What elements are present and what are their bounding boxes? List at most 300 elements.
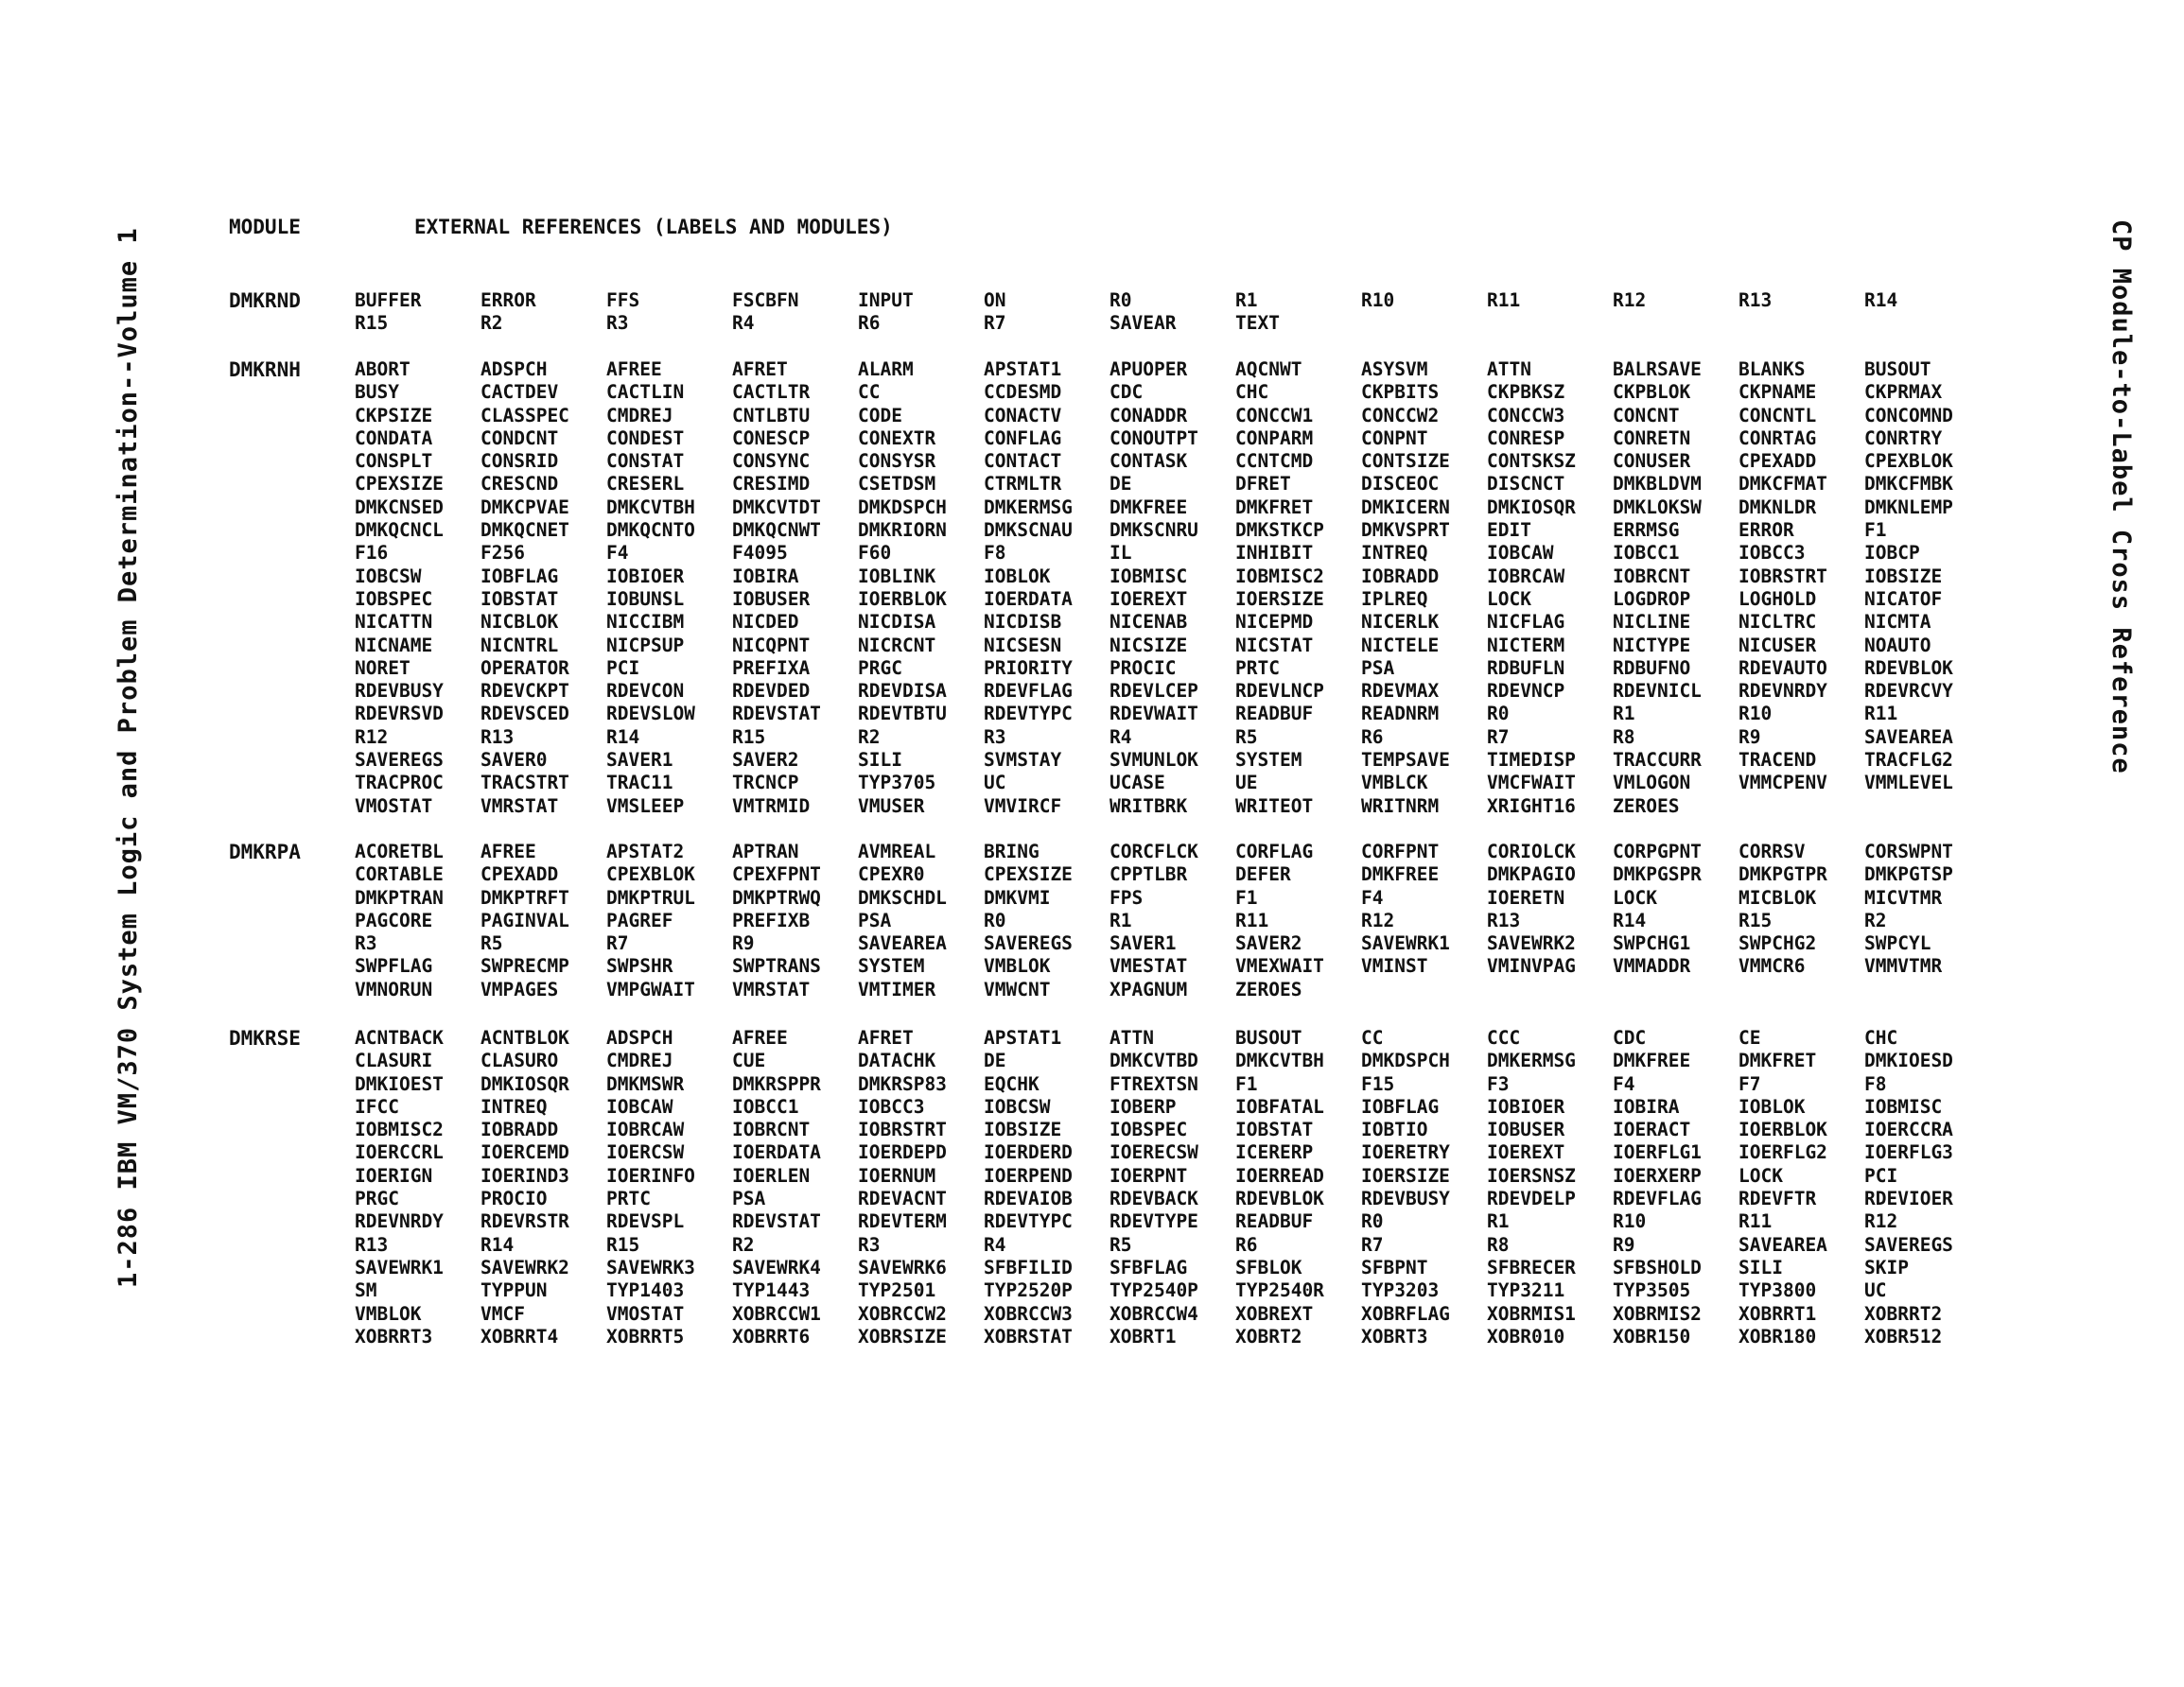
label-cell: VMTRMID — [732, 794, 811, 817]
label-cell: VMOSTAT — [355, 794, 433, 817]
label-cell: UE — [1235, 772, 1258, 794]
label-cell: SWPCYL — [1864, 932, 1931, 955]
label-cell: UC — [1864, 1279, 1887, 1302]
label-cell: IOBMISC — [1109, 565, 1188, 587]
label-cell: CORPGPNT — [1613, 841, 1702, 862]
label-cell: NICTERM — [1487, 634, 1565, 656]
label-cell: RDBUFLN — [1487, 656, 1565, 679]
label-cell: XOBRCCW2 — [858, 1302, 947, 1325]
label-cell: CNTLBTU — [732, 404, 811, 426]
label-cell: DMKPAGIO — [1487, 863, 1576, 886]
label-cell: NICFLAG — [1487, 611, 1565, 634]
label-cell: IOERECSW — [1109, 1141, 1198, 1164]
label-cell: F256 — [480, 542, 525, 565]
label-cell: RDEVBLOK — [1864, 656, 1953, 679]
label-cell: CONCNTL — [1738, 404, 1817, 426]
label-cell: SFBRECER — [1487, 1256, 1576, 1278]
label-cell: R13 — [1738, 289, 1773, 311]
label-cell: CE — [1738, 1027, 1761, 1049]
label-cell: F15 — [1361, 1072, 1395, 1095]
label-cell: TYP1403 — [606, 1279, 685, 1302]
label-cell: R8 — [1487, 1233, 1510, 1256]
label-cell: XOBRT1 — [1109, 1325, 1177, 1348]
label-cell: NICSIZE — [1109, 634, 1188, 656]
label-cell: SWPCHG1 — [1613, 932, 1691, 955]
label-cell: R3 — [606, 312, 629, 335]
label-cell: VMVIRCF — [984, 794, 1062, 817]
label-cell: VMMLEVEL — [1864, 772, 1953, 794]
label-cell: CONDCNT — [480, 426, 559, 449]
label-cell: LOCK — [1487, 587, 1531, 610]
label-cell: DMKIOESD — [1864, 1050, 1953, 1072]
label-cell: DMKCVTDT — [732, 496, 821, 518]
label-cell: RDBUFNO — [1613, 656, 1691, 679]
label-cell: SAVEWRK2 — [480, 1256, 569, 1278]
label-cell: CKPBITS — [1361, 381, 1440, 404]
label-cell: RDEVRCVY — [1864, 680, 1953, 703]
label-cell: CDC — [1109, 381, 1144, 404]
label-cell: CONESCP — [732, 426, 811, 449]
label-grid — [355, 289, 1990, 336]
label-cell: AFREE — [480, 841, 536, 862]
label-cell: RDEVFLAG — [1613, 1188, 1702, 1210]
label-cell: DMKQCNET — [480, 519, 569, 542]
label-cell: CKPBLOK — [1613, 381, 1691, 404]
label-cell: CCDESMD — [984, 381, 1062, 404]
label-cell: RDEVSCED — [480, 703, 569, 725]
label-cell: DMKPGSPR — [1613, 863, 1702, 886]
label-cell: ACNTBACK — [355, 1027, 444, 1049]
references-column-header: EXTERNAL REFERENCES (LABELS AND MODULES) — [414, 216, 893, 238]
label-cell: SAVEAR — [1109, 312, 1177, 335]
label-cell: IOBCC3 — [1738, 542, 1806, 565]
label-cell: SAVEAREA — [1738, 1233, 1827, 1256]
label-cell: R15 — [355, 312, 389, 335]
label-cell: R13 — [355, 1233, 389, 1256]
label-cell: NICSESN — [984, 634, 1062, 656]
label-cell: SVMUNLOK — [1109, 749, 1198, 772]
label-cell: TRACFLG2 — [1864, 749, 1953, 772]
label-cell: CORSWPNT — [1864, 841, 1953, 862]
label-cell: CC — [1361, 1027, 1384, 1049]
label-cell: RDEVNRDY — [355, 1210, 444, 1233]
label-cell: DMKPGTPR — [1738, 863, 1827, 886]
label-cell: BUSY — [355, 381, 399, 404]
label-cell: IOBLOK — [984, 565, 1051, 587]
label-cell: IOBCAW — [606, 1095, 673, 1118]
label-cell: IOERFLG2 — [1738, 1141, 1827, 1164]
label-cell: R7 — [1487, 725, 1510, 748]
label-cell: TYP2540R — [1235, 1279, 1324, 1302]
label-cell: READBUF — [1235, 703, 1314, 725]
label-cell: IOBUNSL — [606, 587, 685, 610]
label-cell: CONTACT — [984, 450, 1062, 473]
label-cell: FTREXTSN — [1109, 1072, 1198, 1095]
label-cell: XOBRRT3 — [355, 1325, 433, 1348]
label-cell: DMKQCNWT — [732, 519, 821, 542]
label-cell: ERROR — [480, 289, 536, 311]
label-cell: SAVER2 — [732, 749, 799, 772]
label-cell: INTREQ — [1361, 542, 1428, 565]
label-cell: XOBRFLAG — [1361, 1302, 1450, 1325]
label-cell: RDEVDED — [732, 680, 811, 703]
label-cell: IOERSNSZ — [1487, 1164, 1576, 1187]
label-cell: XOBRRT6 — [732, 1325, 811, 1348]
label-cell: CONOUTPT — [1109, 426, 1198, 449]
label-cell: CCNTCMD — [1235, 450, 1314, 473]
label-cell: DMKPTRWQ — [732, 886, 821, 909]
label-cell: CRESERL — [606, 473, 685, 496]
label-cell: NICBLOK — [480, 611, 559, 634]
label-cell: IOBERP — [1109, 1095, 1177, 1118]
label-cell: IOBCSW — [984, 1095, 1051, 1118]
label-cell: PCI — [1864, 1164, 1898, 1187]
label-cell: R4 — [984, 1233, 1006, 1256]
label-cell: RDEVCON — [606, 680, 685, 703]
label-cell: DMKFRET — [1235, 496, 1314, 518]
label-cell: NICDED — [732, 611, 799, 634]
label-cell: R12 — [355, 725, 389, 748]
label-cell: TYP2540P — [1109, 1279, 1198, 1302]
label-cell: XRIGHT16 — [1487, 794, 1576, 817]
label-cell: VMBLCK — [1361, 772, 1428, 794]
label-cell: DMKMSWR — [606, 1072, 685, 1095]
label-cell: SFBFILID — [984, 1256, 1073, 1278]
label-cell: RDEVBLOK — [1235, 1188, 1324, 1210]
label-cell: READNRM — [1361, 703, 1440, 725]
label-cell: CONPARM — [1235, 426, 1314, 449]
label-cell: VMMVTMR — [1864, 955, 1943, 978]
label-cell: IOERDERD — [984, 1141, 1073, 1164]
label-cell: IOBSPEC — [355, 587, 433, 610]
label-cell: IOERCEMD — [480, 1141, 569, 1164]
label-cell: XOBRT3 — [1361, 1325, 1428, 1348]
label-cell: FSCBFN — [732, 289, 799, 311]
label-cell: EDIT — [1487, 519, 1531, 542]
label-cell: XOBRRT4 — [480, 1325, 559, 1348]
label-cell: IOERREAD — [1235, 1164, 1324, 1187]
label-cell: IOEREXT — [1487, 1141, 1565, 1164]
label-cell: SKIP — [1864, 1256, 1909, 1278]
label-cell: CONSYSR — [858, 450, 936, 473]
label-cell: VMPAGES — [480, 978, 559, 1000]
label-cell: NICMTA — [1864, 611, 1931, 634]
label-cell: DMKSCNAU — [984, 519, 1073, 542]
label-cell: TYP3203 — [1361, 1279, 1440, 1302]
label-cell: TYPPUN — [480, 1279, 548, 1302]
label-cell: R2 — [858, 725, 881, 748]
label-cell: IOBRSTRT — [858, 1119, 947, 1141]
label-cell: R12 — [1613, 289, 1647, 311]
label-cell: SWPRECMP — [480, 955, 569, 978]
label-cell: CONRETN — [1613, 426, 1691, 449]
label-cell: R9 — [732, 932, 755, 955]
label-cell: IOERETN — [1487, 886, 1565, 909]
label-cell: SFBPNT — [1361, 1256, 1428, 1278]
label-cell: R15 — [606, 1233, 640, 1256]
label-cell: DMKFREE — [1109, 496, 1188, 518]
label-cell: F8 — [984, 542, 1006, 565]
label-cell: ABORT — [355, 358, 411, 380]
label-cell: VMRSTAT — [480, 794, 559, 817]
label-cell: CCC — [1487, 1027, 1521, 1049]
label-cell: RDEVFTR — [1738, 1188, 1817, 1210]
label-cell: IPLREQ — [1361, 587, 1428, 610]
label-cell: IOBIRA — [732, 565, 799, 587]
label-cell: ZEROES — [1613, 794, 1680, 817]
label-cell: R0 — [1109, 289, 1132, 311]
label-cell: CORCFLCK — [1109, 841, 1198, 862]
label-cell: AFRET — [858, 1027, 914, 1049]
label-cell: NICRCNT — [858, 634, 936, 656]
label-cell: F7 — [1738, 1072, 1761, 1095]
label-cell: IOERACT — [1613, 1119, 1691, 1141]
label-cell: IOERDATA — [732, 1141, 821, 1164]
label-cell: SILI — [858, 749, 902, 772]
label-cell: R14 — [1864, 289, 1898, 311]
label-cell: XOBR512 — [1864, 1325, 1943, 1348]
label-cell: IOBRCNT — [732, 1119, 811, 1141]
label-cell: IOBFLAG — [1361, 1095, 1440, 1118]
label-cell: DMKPTRFT — [480, 886, 569, 909]
label-cell: DMKIOEST — [355, 1072, 444, 1095]
label-cell: TYP3705 — [858, 772, 936, 794]
label-cell: NICLTRC — [1738, 611, 1817, 634]
label-cell: CONTASK — [1109, 450, 1188, 473]
label-cell: AVMREAL — [858, 841, 936, 862]
label-cell: PRGC — [858, 656, 902, 679]
label-cell: IFCC — [355, 1095, 399, 1118]
label-cell: IOBCAW — [1487, 542, 1554, 565]
label-cell: NICEPMD — [1235, 611, 1314, 634]
label-cell: SAVEWRK2 — [1487, 932, 1576, 955]
module-name: DMKRSE — [229, 1027, 301, 1050]
label-cell: PROCIO — [480, 1188, 548, 1210]
label-cell: VMTIMER — [858, 978, 936, 1000]
label-cell: NORET — [355, 656, 411, 679]
label-cell: CKPRMAX — [1864, 381, 1943, 404]
label-cell: IOBMISC2 — [355, 1119, 444, 1141]
label-cell: R12 — [1361, 909, 1395, 931]
label-cell: CKPBKSZ — [1487, 381, 1565, 404]
label-cell: IOBMISC2 — [1235, 565, 1324, 587]
label-cell: ATTN — [1109, 1027, 1154, 1049]
label-cell: CMDREJ — [606, 1050, 673, 1072]
module-name: DMKRNH — [229, 358, 301, 381]
label-cell: VMCF — [480, 1302, 525, 1325]
label-cell: IOBSIZE — [1864, 565, 1943, 587]
label-cell: TYP2520P — [984, 1279, 1073, 1302]
label-cell: IOBSPEC — [1109, 1119, 1188, 1141]
label-cell: CONCCW2 — [1361, 404, 1440, 426]
label-cell: R11 — [1235, 909, 1269, 931]
label-cell: CHC — [1235, 381, 1269, 404]
label-cell: CONSTAT — [606, 450, 685, 473]
label-cell: IOERDATA — [984, 587, 1073, 610]
label-cell: DMKPTRAN — [355, 886, 444, 909]
label-cell: R0 — [1361, 1210, 1384, 1233]
label-cell: IOBRCNT — [1613, 565, 1691, 587]
label-cell: IOBCP — [1864, 542, 1920, 565]
label-cell: CACTDEV — [480, 381, 559, 404]
label-cell: R10 — [1361, 289, 1395, 311]
label-cell: CPEXBLOK — [606, 863, 695, 886]
label-cell: FPS — [1109, 886, 1144, 909]
label-cell: IOBUSER — [732, 587, 811, 610]
label-cell: SILI — [1738, 1256, 1783, 1278]
label-cell: APUOPER — [1109, 358, 1188, 380]
label-cell: R13 — [480, 725, 515, 748]
label-cell: R1 — [1109, 909, 1132, 931]
label-cell: DISCEOC — [1361, 473, 1440, 496]
label-grid — [355, 1027, 1990, 1348]
label-cell: TRACPROC — [355, 772, 444, 794]
label-cell: VMESTAT — [1109, 955, 1188, 978]
label-cell: R4 — [1109, 725, 1132, 748]
label-cell: TYP2501 — [858, 1279, 936, 1302]
label-cell: EQCHK — [984, 1072, 1040, 1095]
label-cell: PSA — [1361, 656, 1395, 679]
label-cell: RDEVTERM — [858, 1210, 947, 1233]
label-cell: R7 — [606, 932, 629, 955]
label-cell: BALRSAVE — [1613, 358, 1702, 380]
label-cell: PRGC — [355, 1188, 399, 1210]
label-cell: DMKBLDVM — [1613, 473, 1702, 496]
label-cell: IOBCC3 — [858, 1095, 925, 1118]
label-cell: DMKPTRUL — [606, 886, 695, 909]
label-cell: DMKFREE — [1361, 863, 1440, 886]
label-cell: XOBRMIS1 — [1487, 1302, 1576, 1325]
label-cell: F4095 — [732, 542, 788, 565]
label-cell: DMKQCNTO — [606, 519, 695, 542]
label-cell: IOERPNT — [1109, 1164, 1188, 1187]
label-cell: CHC — [1864, 1027, 1898, 1049]
label-cell: IOERCCRA — [1864, 1119, 1953, 1141]
label-cell: IOERSIZE — [1235, 587, 1324, 610]
label-cell: VMINVPAG — [1487, 955, 1576, 978]
label-cell: RDEVDISA — [858, 680, 947, 703]
label-cell: PROCIC — [1109, 656, 1177, 679]
label-cell: CACTLTR — [732, 381, 811, 404]
label-cell: RDEVDELP — [1487, 1188, 1576, 1210]
label-cell: VMWCNT — [984, 978, 1051, 1000]
label-cell: RDEVTBTU — [858, 703, 947, 725]
label-cell: RDEVSPL — [606, 1210, 685, 1233]
label-cell: RDEVLCEP — [1109, 680, 1198, 703]
label-cell: NICENAB — [1109, 611, 1188, 634]
label-cell: PRIORITY — [984, 656, 1073, 679]
label-cell: R10 — [1738, 703, 1773, 725]
label-cell: PAGREF — [606, 909, 673, 931]
label-cell: CPEXSIZE — [355, 473, 444, 496]
label-cell: R15 — [1738, 909, 1773, 931]
label-cell: IOERNUM — [858, 1164, 936, 1187]
label-cell: IOBRCAW — [1487, 565, 1565, 587]
label-cell: R3 — [984, 725, 1006, 748]
label-cell: RDEVLNCP — [1235, 680, 1324, 703]
label-cell: IOBFATAL — [1235, 1095, 1324, 1118]
label-cell: CSETDSM — [858, 473, 936, 496]
label-cell: SAVEWRK4 — [732, 1256, 821, 1278]
label-cell: IOBSTAT — [480, 587, 559, 610]
label-cell: CORFLAG — [1235, 841, 1314, 862]
label-cell: IOERCSW — [606, 1141, 685, 1164]
label-cell: TYP3505 — [1613, 1279, 1691, 1302]
label-cell: SAVEAREA — [1864, 725, 1953, 748]
label-cell: RDEVBACK — [1109, 1188, 1198, 1210]
label-cell: CRESCND — [480, 473, 559, 496]
label-cell: NICDISA — [858, 611, 936, 634]
label-cell: RDEVCKPT — [480, 680, 569, 703]
label-cell: R12 — [1864, 1210, 1898, 1233]
label-cell: SAVER2 — [1235, 932, 1302, 955]
label-cell: F1 — [1235, 1072, 1258, 1095]
label-cell: F1 — [1235, 886, 1258, 909]
label-cell: CKPNAME — [1738, 381, 1817, 404]
label-cell: XOBRCCW3 — [984, 1302, 1073, 1325]
label-cell: TYP3211 — [1487, 1279, 1565, 1302]
label-cell: DMKDSPCH — [858, 496, 947, 518]
label-cell: CDC — [1613, 1027, 1647, 1049]
label-cell: VMPGWAIT — [606, 978, 695, 1000]
label-cell: TRACSTRT — [480, 772, 569, 794]
label-cell: INTREQ — [480, 1095, 548, 1118]
label-cell: CRESIMD — [732, 473, 811, 496]
label-cell: WRITNRM — [1361, 794, 1440, 817]
label-cell: R11 — [1487, 289, 1521, 311]
label-cell: DMKNLDR — [1738, 496, 1817, 518]
label-cell: SAVER0 — [480, 749, 548, 772]
label-cell: DMKCNSED — [355, 496, 444, 518]
label-cell: IOBLOK — [1738, 1095, 1806, 1118]
label-cell: CONUSER — [1613, 450, 1691, 473]
label-cell: DFRET — [1235, 473, 1291, 496]
label-cell: VMSLEEP — [606, 794, 685, 817]
label-cell: R14 — [480, 1233, 515, 1256]
label-cell: NICNTRL — [480, 634, 559, 656]
label-cell: XOBRCCW1 — [732, 1302, 821, 1325]
label-cell: XOBREXT — [1235, 1302, 1314, 1325]
label-cell: RDEVNCP — [1487, 680, 1565, 703]
label-cell: IOERSIZE — [1361, 1164, 1450, 1187]
label-cell: R15 — [732, 725, 766, 748]
label-grid — [355, 841, 1990, 1001]
label-cell: NICQPNT — [732, 634, 811, 656]
label-cell: CONACTV — [984, 404, 1062, 426]
label-cell: VMBLOK — [984, 955, 1051, 978]
label-cell: IOERXERP — [1613, 1164, 1702, 1187]
label-cell: NICUSER — [1738, 634, 1817, 656]
label-cell: RDEVRSTR — [480, 1210, 569, 1233]
label-cell: CORIOLCK — [1487, 841, 1576, 862]
module-name: DMKRND — [229, 289, 301, 312]
label-cell: R11 — [1864, 703, 1898, 725]
label-cell: SAVEWRK6 — [858, 1256, 947, 1278]
label-cell: R8 — [1613, 725, 1635, 748]
label-cell: RDEVNRDY — [1738, 680, 1827, 703]
label-cell: VMEXWAIT — [1235, 955, 1324, 978]
label-cell: PSA — [732, 1188, 766, 1210]
label-cell: NICPSUP — [606, 634, 685, 656]
label-cell: SAVEWRK3 — [606, 1256, 695, 1278]
label-cell: RDEVTYPC — [984, 703, 1073, 725]
label-cell: CONCOMND — [1864, 404, 1953, 426]
label-cell: SWPSHR — [606, 955, 673, 978]
label-cell: SWPFLAG — [355, 955, 433, 978]
label-cell: IOEREXT — [1109, 587, 1188, 610]
label-cell: RDEVRSVD — [355, 703, 444, 725]
label-cell: F4 — [606, 542, 629, 565]
